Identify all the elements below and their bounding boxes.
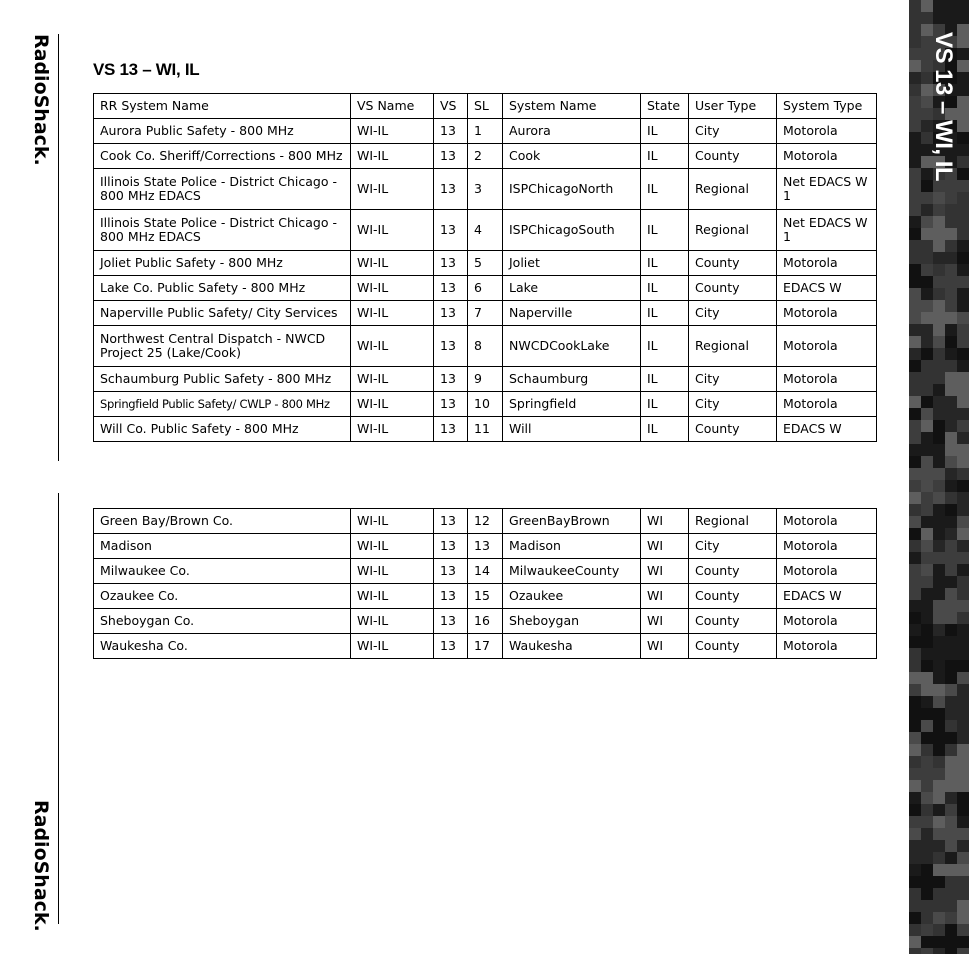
cell-rr-system-name: Northwest Central Dispatch - NWCD Project 25 (Lake/Cook): [94, 326, 351, 367]
cell-user-type: City: [689, 392, 777, 417]
cell-system-name: Lake: [503, 276, 641, 301]
cell-rr-system-name: Cook Co. Sheriff/Corrections - 800 MHz: [94, 144, 351, 169]
cell-vs-name: WI-IL: [351, 169, 434, 210]
cell-sl: 13: [468, 534, 503, 559]
cell-sl: 14: [468, 559, 503, 584]
cell-state: IL: [641, 169, 689, 210]
cell-state: IL: [641, 251, 689, 276]
table-row: [94, 634, 877, 659]
cell-vs-name: WI-IL: [351, 144, 434, 169]
cell-system-name: ISPChicagoSouth: [503, 210, 641, 251]
sidebar-tab-label: VS 13 – WI, IL: [930, 32, 957, 182]
cell-state: WI: [641, 609, 689, 634]
cell-vs: 13: [434, 584, 468, 609]
cell-user-type: City: [689, 534, 777, 559]
cell-sl: 6: [468, 276, 503, 301]
col-header-state: State: [641, 94, 689, 119]
cell-system-type: Motorola: [777, 144, 877, 169]
cell-state: IL: [641, 326, 689, 367]
cell-rr-system-name: Naperville Public Safety/ City Services: [94, 301, 351, 326]
cell-system-type: Motorola: [777, 534, 877, 559]
col-header-sl: SL: [468, 94, 503, 119]
cell-state: WI: [641, 509, 689, 534]
cell-sl: 11: [468, 417, 503, 442]
cell-rr-system-name: Illinois State Police - District Chicago - 800 MHz EDACS: [94, 169, 351, 210]
radioshack-logo-bottom: RadioShack.: [30, 800, 52, 932]
cell-sl: 10: [468, 392, 503, 417]
col-header-system-name: System Name: [503, 94, 641, 119]
cell-system-type: Motorola: [777, 559, 877, 584]
table-row: [94, 609, 877, 634]
cell-rr-system-name: Green Bay/Brown Co.: [94, 509, 351, 534]
cell-system-type: EDACS W: [777, 276, 877, 301]
cell-user-type: County: [689, 559, 777, 584]
table-row: [94, 417, 877, 442]
cell-state: WI: [641, 534, 689, 559]
cell-vs: 13: [434, 367, 468, 392]
cell-sl: 3: [468, 169, 503, 210]
cell-vs: 13: [434, 169, 468, 210]
cell-state: IL: [641, 392, 689, 417]
table-row: [94, 119, 877, 144]
table-row: [94, 367, 877, 392]
cell-sl: 12: [468, 509, 503, 534]
cell-vs-name: WI-IL: [351, 392, 434, 417]
table-row: [94, 509, 877, 534]
cell-vs: 13: [434, 392, 468, 417]
cell-state: WI: [641, 584, 689, 609]
cell-system-name: GreenBayBrown: [503, 509, 641, 534]
cell-vs-name: WI-IL: [351, 634, 434, 659]
cell-sl: 5: [468, 251, 503, 276]
cell-system-name: ISPChicagoNorth: [503, 169, 641, 210]
cell-rr-system-name: Lake Co. Public Safety - 800 MHz: [94, 276, 351, 301]
cell-user-type: County: [689, 276, 777, 301]
col-header-user-type: User Type: [689, 94, 777, 119]
cell-rr-system-name: Milwaukee Co.: [94, 559, 351, 584]
table-header-row: [94, 94, 877, 119]
table1-body: [94, 119, 877, 442]
cell-sl: 17: [468, 634, 503, 659]
cell-vs-name: WI-IL: [351, 509, 434, 534]
col-header-vs-name: VS Name: [351, 94, 434, 119]
cell-state: IL: [641, 301, 689, 326]
cell-system-name: Joliet: [503, 251, 641, 276]
cell-vs: 13: [434, 609, 468, 634]
cell-system-type: Motorola: [777, 367, 877, 392]
cell-vs: 13: [434, 534, 468, 559]
cell-system-type: Net EDACS W 1: [777, 210, 877, 251]
cell-system-type: EDACS W: [777, 417, 877, 442]
cell-system-type: Net EDACS W 1: [777, 169, 877, 210]
cell-user-type: City: [689, 301, 777, 326]
cell-sl: 1: [468, 119, 503, 144]
cell-system-name: Ozaukee: [503, 584, 641, 609]
cell-sl: 7: [468, 301, 503, 326]
cell-state: WI: [641, 559, 689, 584]
col-header-system-type: System Type: [777, 94, 877, 119]
table-row: [94, 169, 877, 210]
cell-user-type: Regional: [689, 326, 777, 367]
cell-state: IL: [641, 144, 689, 169]
table-row: [94, 301, 877, 326]
cell-user-type: County: [689, 144, 777, 169]
cell-user-type: City: [689, 119, 777, 144]
cell-state: IL: [641, 119, 689, 144]
cell-rr-system-name: Aurora Public Safety - 800 MHz: [94, 119, 351, 144]
cell-system-name: NWCDCookLake: [503, 326, 641, 367]
left-divider-top: [58, 34, 59, 461]
cell-vs: 13: [434, 326, 468, 367]
channel-table-il: [93, 93, 877, 442]
cell-vs-name: WI-IL: [351, 559, 434, 584]
table-row: [94, 584, 877, 609]
cell-user-type: County: [689, 417, 777, 442]
cell-user-type: County: [689, 584, 777, 609]
cell-rr-system-name: Madison: [94, 534, 351, 559]
cell-rr-system-name: Will Co. Public Safety - 800 MHz: [94, 417, 351, 442]
cell-system-type: EDACS W: [777, 584, 877, 609]
cell-rr-system-name: Illinois State Police - District Chicago - 800 MHz EDACS: [94, 210, 351, 251]
cell-system-name: Madison: [503, 534, 641, 559]
cell-user-type: City: [689, 367, 777, 392]
cell-state: IL: [641, 417, 689, 442]
cell-user-type: Regional: [689, 210, 777, 251]
cell-system-name: Will: [503, 417, 641, 442]
cell-system-type: Motorola: [777, 634, 877, 659]
section-title: VS 13 – WI, IL: [93, 60, 200, 79]
cell-rr-system-name: Springfield Public Safety/ CWLP - 800 MHz: [94, 392, 351, 417]
cell-system-name: MilwaukeeCounty: [503, 559, 641, 584]
cell-sl: 2: [468, 144, 503, 169]
cell-system-name: Cook: [503, 144, 641, 169]
table-row: [94, 392, 877, 417]
cell-user-type: County: [689, 609, 777, 634]
cell-vs: 13: [434, 417, 468, 442]
cell-system-name: Naperville: [503, 301, 641, 326]
cell-rr-system-name: Sheboygan Co.: [94, 609, 351, 634]
table-row: [94, 276, 877, 301]
cell-vs: 13: [434, 301, 468, 326]
cell-user-type: County: [689, 634, 777, 659]
cell-vs-name: WI-IL: [351, 301, 434, 326]
cell-system-name: Sheboygan: [503, 609, 641, 634]
table-row: [94, 534, 877, 559]
cell-vs-name: WI-IL: [351, 584, 434, 609]
cell-system-type: Motorola: [777, 251, 877, 276]
cell-user-type: Regional: [689, 169, 777, 210]
table-row: [94, 144, 877, 169]
cell-state: IL: [641, 210, 689, 251]
cell-sl: 8: [468, 326, 503, 367]
table-row: [94, 251, 877, 276]
cell-vs-name: WI-IL: [351, 326, 434, 367]
cell-state: IL: [641, 276, 689, 301]
cell-vs-name: WI-IL: [351, 251, 434, 276]
cell-vs-name: WI-IL: [351, 534, 434, 559]
cell-state: IL: [641, 367, 689, 392]
cell-user-type: Regional: [689, 509, 777, 534]
table-row: [94, 326, 877, 367]
cell-sl: 4: [468, 210, 503, 251]
cell-vs: 13: [434, 144, 468, 169]
left-divider-bottom: [58, 493, 59, 924]
cell-rr-system-name: Waukesha Co.: [94, 634, 351, 659]
cell-vs-name: WI-IL: [351, 609, 434, 634]
cell-rr-system-name: Joliet Public Safety - 800 MHz: [94, 251, 351, 276]
cell-state: WI: [641, 634, 689, 659]
cell-sl: 16: [468, 609, 503, 634]
cell-vs: 13: [434, 559, 468, 584]
cell-system-type: Motorola: [777, 392, 877, 417]
cell-system-type: Motorola: [777, 326, 877, 367]
cell-system-name: Aurora: [503, 119, 641, 144]
col-header-vs: VS: [434, 94, 468, 119]
cell-rr-system-name: Schaumburg Public Safety - 800 MHz: [94, 367, 351, 392]
table2-body: [94, 509, 877, 659]
cell-vs: 13: [434, 509, 468, 534]
cell-vs-name: WI-IL: [351, 417, 434, 442]
table-row: [94, 559, 877, 584]
cell-system-type: Motorola: [777, 301, 877, 326]
cell-vs: 13: [434, 634, 468, 659]
cell-vs: 13: [434, 210, 468, 251]
cell-vs: 13: [434, 276, 468, 301]
cell-vs-name: WI-IL: [351, 367, 434, 392]
cell-sl: 9: [468, 367, 503, 392]
cell-vs-name: WI-IL: [351, 119, 434, 144]
cell-sl: 15: [468, 584, 503, 609]
cell-system-type: Motorola: [777, 119, 877, 144]
col-header-rr-system-name: RR System Name: [94, 94, 351, 119]
radioshack-logo-top: RadioShack.: [30, 34, 52, 166]
cell-system-name: Springfield: [503, 392, 641, 417]
table-row: [94, 210, 877, 251]
cell-vs: 13: [434, 251, 468, 276]
cell-vs-name: WI-IL: [351, 276, 434, 301]
cell-rr-system-name: Ozaukee Co.: [94, 584, 351, 609]
cell-user-type: County: [689, 251, 777, 276]
channel-table-wi: [93, 508, 877, 659]
cell-system-type: Motorola: [777, 609, 877, 634]
cell-vs: 13: [434, 119, 468, 144]
cell-system-name: Schaumburg: [503, 367, 641, 392]
cell-vs-name: WI-IL: [351, 210, 434, 251]
cell-system-type: Motorola: [777, 509, 877, 534]
cell-system-name: Waukesha: [503, 634, 641, 659]
